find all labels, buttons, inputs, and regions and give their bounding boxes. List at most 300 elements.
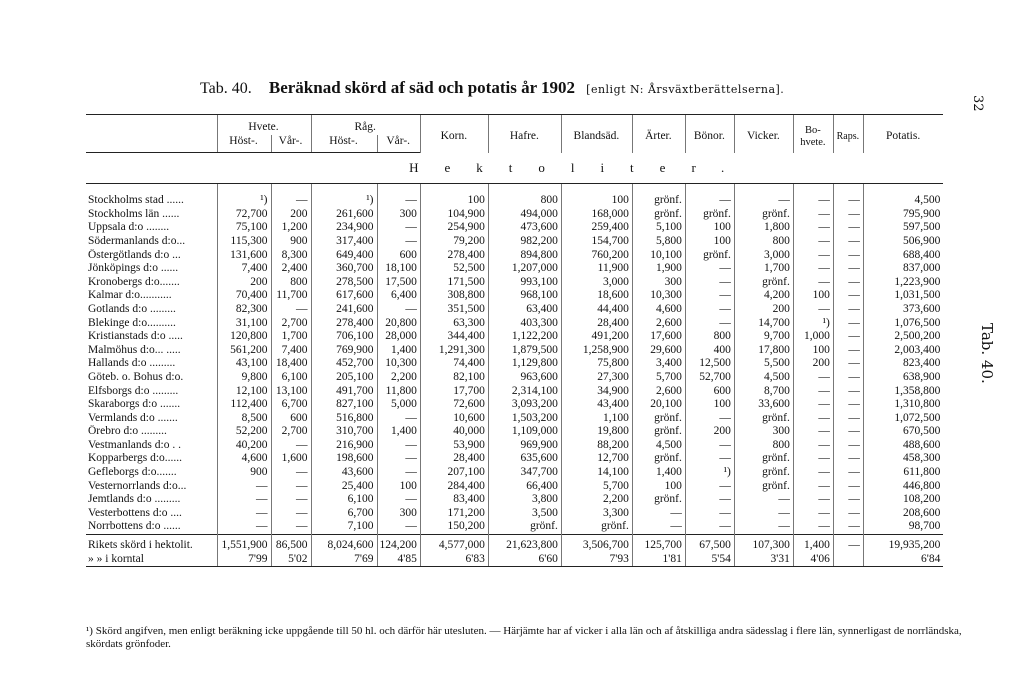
row-label: Vesternorrlands d:o... — [88, 479, 187, 492]
row-label: Uppsala d:o ........ — [88, 221, 170, 234]
table-cell: 19,935,200 — [863, 535, 943, 553]
table-cell: 17,500 — [377, 276, 420, 290]
table-cell: — — [377, 466, 420, 480]
table-cell: — — [833, 249, 863, 263]
table-cell: 10,300 — [632, 289, 685, 303]
table-row — [86, 317, 943, 331]
table-row — [86, 493, 943, 507]
row-label: Södermanlands d:o... — [88, 234, 186, 247]
table-cell: — — [793, 425, 833, 439]
table-cell: 3,506,700 — [561, 535, 632, 553]
table-cell: 308,800 — [420, 289, 488, 303]
table-cell: 1,000 — [793, 330, 833, 344]
table-cell: 43,400 — [561, 398, 632, 412]
table-cell: — — [793, 412, 833, 426]
table-cell: 83,400 — [420, 493, 488, 507]
table-cell: 168,000 — [561, 208, 632, 222]
table-cell: — — [793, 208, 833, 222]
table-cell: 100 — [561, 184, 632, 208]
table-cell: 107,300 — [734, 535, 793, 553]
table-cell: 6,700 — [271, 398, 311, 412]
table-cell: — — [833, 398, 863, 412]
row-label: Östergötlands d:o ... — [88, 248, 181, 261]
table-cell: 150,200 — [420, 520, 488, 534]
table-cell: 5,700 — [561, 480, 632, 494]
table-row — [86, 466, 943, 480]
table-cell: 52,200 — [217, 425, 271, 439]
table-cell: grönf. — [685, 208, 734, 222]
row-label: Jönköpings d:o ...... — [88, 262, 179, 275]
table-cell: — — [793, 262, 833, 276]
header-vicker: Vicker. — [734, 115, 793, 153]
table-cell: ¹) — [793, 317, 833, 331]
table-cell: 7'69 — [311, 553, 377, 567]
table-row — [86, 412, 943, 426]
table-cell: 1,400 — [377, 344, 420, 358]
table-cell: 5,500 — [734, 357, 793, 371]
table-cell: 760,200 — [561, 249, 632, 263]
table-cell: 100 — [685, 398, 734, 412]
table-cell: — — [833, 439, 863, 453]
table-cell: — — [793, 303, 833, 317]
table-cell: 2,700 — [271, 317, 311, 331]
title-main: Beräknad skörd af säd och potatis år 1902 — [268, 78, 576, 97]
table-cell: 82,300 — [217, 303, 271, 317]
table-cell: 6'60 — [488, 553, 561, 567]
table-cell: — — [833, 452, 863, 466]
table-cell: 1,310,800 — [863, 398, 943, 412]
table-cell: — — [833, 330, 863, 344]
table-cell: — — [377, 439, 420, 453]
table-cell: 34,900 — [561, 385, 632, 399]
row-label: Kronobergs d:o....... — [88, 275, 180, 288]
table-cell: 44,400 — [561, 303, 632, 317]
table-cell: 1,109,000 — [488, 425, 561, 439]
table-cell: 70,400 — [217, 289, 271, 303]
table-row — [86, 276, 943, 290]
table-cell: 2,700 — [271, 425, 311, 439]
table-cell: — — [271, 303, 311, 317]
table-cell: 688,400 — [863, 249, 943, 263]
header-raps: Raps. — [833, 115, 863, 153]
row-label: Skaraborgs d:o ....... — [88, 398, 181, 411]
table-cell: 1,400 — [632, 466, 685, 480]
table-cell: 198,600 — [311, 452, 377, 466]
table-cell: 259,400 — [561, 221, 632, 235]
table-cell: 4,200 — [734, 289, 793, 303]
table-cell: — — [377, 235, 420, 249]
table-cell: 75,100 — [217, 221, 271, 235]
table-cell: 894,800 — [488, 249, 561, 263]
table-cell: 403,300 — [488, 317, 561, 331]
table-cell: 649,400 — [311, 249, 377, 263]
table-cell: — — [734, 493, 793, 507]
table-cell: 11,900 — [561, 262, 632, 276]
table-cell: 14,700 — [734, 317, 793, 331]
table-cell: — — [377, 184, 420, 208]
table-cell: 823,400 — [863, 357, 943, 371]
table-cell: 6,100 — [271, 371, 311, 385]
header-rag-var: Vår-. — [377, 135, 420, 153]
table-cell: 1,100 — [561, 412, 632, 426]
table-row — [86, 235, 943, 249]
table-cell: 100 — [685, 221, 734, 235]
table-cell: 12,700 — [561, 452, 632, 466]
table-cell: grönf. — [488, 520, 561, 534]
table-cell: grönf. — [685, 249, 734, 263]
table-cell: 7,400 — [217, 262, 271, 276]
table-cell: 1,700 — [734, 262, 793, 276]
table-cell: grönf. — [632, 493, 685, 507]
table-cell: 100 — [377, 480, 420, 494]
table-cell: — — [685, 184, 734, 208]
table-cell: 4,500 — [734, 371, 793, 385]
table-cell: — — [793, 507, 833, 521]
table-row — [86, 398, 943, 412]
table-cell: 968,100 — [488, 289, 561, 303]
row-label: Stockholms stad ...... — [88, 194, 184, 207]
table-cell: 4,577,000 — [420, 535, 488, 553]
table-cell: 200 — [734, 303, 793, 317]
row-label: Norrbottens d:o ...... — [88, 520, 181, 533]
table-cell: 446,800 — [863, 480, 943, 494]
korntal-row — [86, 553, 943, 567]
row-label: Elfsborgs d:o ......... — [88, 384, 179, 397]
table-cell: 5,800 — [632, 235, 685, 249]
table-cell: 6'83 — [420, 553, 488, 567]
table-cell: 1,503,200 — [488, 412, 561, 426]
table-cell: 31,100 — [217, 317, 271, 331]
table-row — [86, 330, 943, 344]
table-cell: 300 — [632, 276, 685, 290]
table-cell: 6'84 — [863, 553, 943, 567]
table-cell: — — [833, 344, 863, 358]
table-cell: 12,500 — [685, 357, 734, 371]
table-row — [86, 480, 943, 494]
table-cell: 14,100 — [561, 466, 632, 480]
header-hafre: Hafre. — [488, 115, 561, 153]
table-cell: — — [833, 466, 863, 480]
table-row — [86, 439, 943, 453]
table-cell: 1,358,800 — [863, 385, 943, 399]
table-cell: 7'99 — [217, 553, 271, 567]
table-cell: — — [793, 221, 833, 235]
row-label: » » i korntal — [86, 553, 217, 567]
table-cell: ¹) — [217, 184, 271, 208]
table-row — [86, 385, 943, 399]
row-label: Stockholms län ...... — [88, 207, 180, 220]
row-label: Kalmar d:o........... — [88, 289, 172, 302]
table-cell: 1,551,900 — [217, 535, 271, 553]
table-cell: 171,500 — [420, 276, 488, 290]
table-cell: — — [833, 480, 863, 494]
table-cell: — — [271, 439, 311, 453]
table-cell: — — [793, 520, 833, 534]
table-cell: 234,900 — [311, 221, 377, 235]
table-cell: — — [793, 466, 833, 480]
table-cell: 124,200 — [377, 535, 420, 553]
table-cell: — — [793, 184, 833, 208]
table-cell: — — [833, 289, 863, 303]
table-cell: 75,800 — [561, 357, 632, 371]
table-cell: 795,900 — [863, 208, 943, 222]
table-cell: — — [833, 303, 863, 317]
table-cell: 1,223,900 — [863, 276, 943, 290]
table-cell: 4'06 — [793, 553, 833, 567]
table-cell: 1,122,200 — [488, 330, 561, 344]
table-cell: 600 — [377, 249, 420, 263]
table-cell: 1,258,900 — [561, 344, 632, 358]
table-cell: 491,200 — [561, 330, 632, 344]
table-cell: 1,879,500 — [488, 344, 561, 358]
table-cell: — — [833, 385, 863, 399]
table-cell: 208,600 — [863, 507, 943, 521]
table-cell: 488,600 — [863, 439, 943, 453]
table-cell: 20,100 — [632, 398, 685, 412]
table-cell: — — [685, 439, 734, 453]
unit-row — [86, 153, 943, 184]
table-cell: 4,500 — [632, 439, 685, 453]
table-cell: 351,500 — [420, 303, 488, 317]
table-cell: 72,600 — [420, 398, 488, 412]
table-cell: 837,000 — [863, 262, 943, 276]
table-cell: 28,400 — [561, 317, 632, 331]
header-korn: Korn. — [420, 115, 488, 153]
table-cell: 125,700 — [632, 535, 685, 553]
table-cell: 52,500 — [420, 262, 488, 276]
table-cell: 611,800 — [863, 466, 943, 480]
row-label: Örebro d:o ......... — [88, 425, 167, 438]
table-cell: 3'31 — [734, 553, 793, 567]
table-cell: 3,800 — [488, 493, 561, 507]
table-cell: 17,600 — [632, 330, 685, 344]
table-cell: 5,100 — [632, 221, 685, 235]
row-label: Blekinge d:o.......... — [88, 316, 176, 329]
table-cell: 300 — [377, 208, 420, 222]
table-cell: 72,700 — [217, 208, 271, 222]
table-cell: 1,031,500 — [863, 289, 943, 303]
table-cell: 63,300 — [420, 317, 488, 331]
table-cell: 2,314,100 — [488, 385, 561, 399]
table-row — [86, 184, 943, 208]
table-cell: 1,129,800 — [488, 357, 561, 371]
table-cell: — — [217, 507, 271, 521]
table-cell: grönf. — [632, 184, 685, 208]
table-cell: 21,623,800 — [488, 535, 561, 553]
table-cell: 25,400 — [311, 480, 377, 494]
table-cell: 827,100 — [311, 398, 377, 412]
table-row — [86, 289, 943, 303]
harvest-table — [86, 114, 943, 567]
table-cell: 20,800 — [377, 317, 420, 331]
table-cell: 900 — [217, 466, 271, 480]
table-cell: — — [271, 520, 311, 534]
table-cell: 2,600 — [632, 385, 685, 399]
row-label: Vesterbottens d:o .... — [88, 506, 182, 519]
table-cell: 28,400 — [420, 452, 488, 466]
table-cell: — — [217, 480, 271, 494]
table-body — [86, 184, 943, 567]
table-cell: — — [793, 371, 833, 385]
table-cell: — — [685, 412, 734, 426]
table-cell: 200 — [217, 276, 271, 290]
table-cell: 600 — [271, 412, 311, 426]
header-hvete-host: Höst-. — [217, 135, 271, 153]
table-cell: 3,400 — [632, 357, 685, 371]
table-cell: 5'54 — [685, 553, 734, 567]
table-cell: — — [271, 466, 311, 480]
row-label: Vestmanlands d:o . . — [88, 438, 181, 451]
row-label: Gefleborgs d:o....... — [88, 466, 177, 479]
row-label: Rikets skörd i hektolit. — [86, 535, 217, 553]
table-cell: 600 — [685, 385, 734, 399]
table-cell: — — [793, 480, 833, 494]
table-cell: 1,200 — [271, 221, 311, 235]
table-cell: 617,600 — [311, 289, 377, 303]
table-cell: grönf. — [734, 480, 793, 494]
header-rag-host: Höst-. — [311, 135, 377, 153]
table-cell: 3,000 — [734, 249, 793, 263]
table-cell: 17,800 — [734, 344, 793, 358]
table-cell: 205,100 — [311, 371, 377, 385]
table-cell: 2,500,200 — [863, 330, 943, 344]
table-cell: — — [685, 276, 734, 290]
table-cell: — — [793, 235, 833, 249]
table-cell: — — [833, 276, 863, 290]
table-cell: 43,600 — [311, 466, 377, 480]
table-cell: 969,900 — [488, 439, 561, 453]
table-cell: 2,600 — [632, 317, 685, 331]
table-cell: 1,076,500 — [863, 317, 943, 331]
table-cell: grönf. — [561, 520, 632, 534]
table-cell: 494,000 — [488, 208, 561, 222]
table-cell: — — [833, 317, 863, 331]
table-cell: 5,000 — [377, 398, 420, 412]
table-cell: 18,100 — [377, 262, 420, 276]
table-cell: — — [734, 520, 793, 534]
table-cell: 19,800 — [561, 425, 632, 439]
table-cell: 79,200 — [420, 235, 488, 249]
table-cell: 347,700 — [488, 466, 561, 480]
table-cell: 53,900 — [420, 439, 488, 453]
header-blandsad: Blandsäd. — [561, 115, 632, 153]
table-cell: grönf. — [632, 412, 685, 426]
table-cell: — — [271, 184, 311, 208]
table-cell: — — [833, 221, 863, 235]
table-cell: 900 — [271, 235, 311, 249]
table-cell: 4'85 — [377, 553, 420, 567]
table-cell: — — [793, 398, 833, 412]
table-row — [86, 507, 943, 521]
table-cell: 13,100 — [271, 385, 311, 399]
header-hvete: Hvete. — [217, 115, 311, 135]
table-cell: 171,200 — [420, 507, 488, 521]
table-cell: grönf. — [734, 208, 793, 222]
table-row — [86, 425, 943, 439]
table-cell: grönf. — [632, 452, 685, 466]
table-cell: 200 — [685, 425, 734, 439]
table-cell: — — [833, 520, 863, 534]
table-cell: 561,200 — [217, 344, 271, 358]
table-cell: 11,800 — [377, 385, 420, 399]
table-cell: 8,700 — [734, 385, 793, 399]
table-cell: 82,100 — [420, 371, 488, 385]
table-cell: 10,100 — [632, 249, 685, 263]
table-cell: — — [833, 412, 863, 426]
table-cell: 800 — [271, 276, 311, 290]
table-cell: 261,600 — [311, 208, 377, 222]
table-cell: — — [685, 262, 734, 276]
table-row — [86, 344, 943, 358]
table-cell: — — [833, 425, 863, 439]
table-cell: 1,291,300 — [420, 344, 488, 358]
table-cell: 516,800 — [311, 412, 377, 426]
table-cell: 310,700 — [311, 425, 377, 439]
table-cell: 278,400 — [311, 317, 377, 331]
table-cell: 100 — [632, 480, 685, 494]
table-row — [86, 357, 943, 371]
table-cell: ¹) — [311, 184, 377, 208]
table-cell: — — [833, 371, 863, 385]
table-cell: grönf. — [734, 452, 793, 466]
table-row — [86, 221, 943, 235]
table-cell: 800 — [734, 439, 793, 453]
table-cell: ¹) — [685, 466, 734, 480]
table-cell: 452,700 — [311, 357, 377, 371]
table-cell: 100 — [793, 344, 833, 358]
page-number: 32 — [970, 95, 985, 112]
table-cell: — — [377, 520, 420, 534]
table-cell: 6,100 — [311, 493, 377, 507]
table-cell: 88,200 — [561, 439, 632, 453]
table-cell: 200 — [271, 208, 311, 222]
header-arter: Ärter. — [632, 115, 685, 153]
header-potatis: Potatis. — [863, 115, 943, 153]
table-cell: 154,700 — [561, 235, 632, 249]
table-cell: 10,300 — [377, 357, 420, 371]
table-cell: 1,800 — [734, 221, 793, 235]
table-cell: 5,700 — [632, 371, 685, 385]
table-cell: grönf. — [734, 466, 793, 480]
table-cell: — — [377, 221, 420, 235]
table-cell: 278,400 — [420, 249, 488, 263]
table-cell: 33,600 — [734, 398, 793, 412]
table-cell: 1,600 — [271, 452, 311, 466]
table-cell: — — [271, 480, 311, 494]
table-cell: — — [833, 507, 863, 521]
table-cell: 373,600 — [863, 303, 943, 317]
table-cell: — — [734, 184, 793, 208]
table-cell: — — [377, 452, 420, 466]
table-cell: 63,400 — [488, 303, 561, 317]
row-label: Vermlands d:o ....... — [88, 411, 178, 424]
table-cell: 300 — [377, 507, 420, 521]
table-cell: — — [793, 249, 833, 263]
table-cell: 491,700 — [311, 385, 377, 399]
table-cell: 706,100 — [311, 330, 377, 344]
table-cell: 1,700 — [271, 330, 311, 344]
table-cell: 3,093,200 — [488, 398, 561, 412]
table-cell: 207,100 — [420, 466, 488, 480]
table-cell: 29,600 — [632, 344, 685, 358]
table-cell: 3,300 — [561, 507, 632, 521]
table-cell: 800 — [488, 184, 561, 208]
table-number: Tab. 40. — [200, 80, 252, 97]
table-cell: 40,200 — [217, 439, 271, 453]
table-cell: 18,600 — [561, 289, 632, 303]
table-cell: 344,400 — [420, 330, 488, 344]
table-cell: — — [833, 208, 863, 222]
